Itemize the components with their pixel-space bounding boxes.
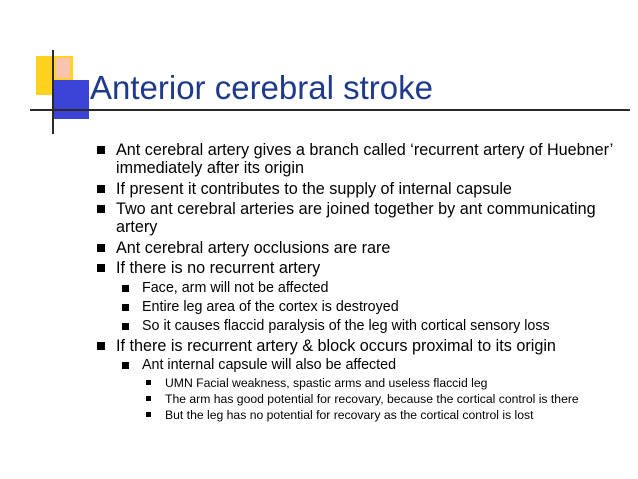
bullet-text: Two ant cerebral arteries are joined together by ant communicating artery xyxy=(116,200,596,236)
bullet-text: Ant internal capsule will also be affected xyxy=(142,357,397,373)
pink-square-decoration xyxy=(56,58,70,78)
bullet-item xyxy=(100,239,625,257)
square-bullet-icon xyxy=(122,285,129,292)
sub-bullet-item xyxy=(100,318,625,336)
bullet-text: Face, arm will not be affected xyxy=(142,279,329,296)
slide-title: Anterior cerebral stroke xyxy=(90,69,433,106)
bullet-text: If there is no recurrent artery xyxy=(116,259,321,277)
bullet-text: If present it contributes to the supply of internal capsule xyxy=(116,179,512,198)
square-bullet-icon xyxy=(146,380,151,385)
bullet-item xyxy=(100,141,625,177)
sub-bullet-item xyxy=(100,299,625,317)
sub-bullet-item xyxy=(100,357,625,375)
bullet-text: UMN Facial weakness, spastic arms and useless flaccid leg xyxy=(165,376,488,390)
square-bullet-icon xyxy=(146,412,151,417)
blue-square-decoration xyxy=(54,80,89,119)
bullet-item xyxy=(100,200,625,236)
vertical-line-decoration xyxy=(52,50,54,134)
bullet-text: Ant cerebral artery gives a branch called ‘recurrent artery of Huebner’ immediately after its origin xyxy=(116,141,613,177)
sub-bullet-item xyxy=(100,280,625,298)
square-bullet-icon xyxy=(97,244,105,252)
sub-sub-bullet-item xyxy=(100,392,625,407)
bullet-text: If there is recurrent artery & block occurs proximal to its origin xyxy=(116,336,556,355)
square-bullet-icon xyxy=(122,323,129,330)
square-bullet-icon xyxy=(97,205,105,213)
square-bullet-icon xyxy=(122,362,129,369)
bullet-text: Ant cerebral artery occlusions are rare xyxy=(116,238,391,257)
bullet-text: The arm has good potential for recovary, because the cortical control is there xyxy=(165,392,579,406)
square-bullet-icon xyxy=(97,264,105,272)
bullet-item xyxy=(100,337,625,355)
bullet-item xyxy=(100,259,625,277)
bullet-item xyxy=(100,180,625,198)
square-bullet-icon xyxy=(122,304,129,311)
square-bullet-icon xyxy=(146,396,151,401)
bullet-text: So it causes flaccid paralysis of the leg with cortical sensory loss xyxy=(142,317,550,334)
bullet-text: But the leg has no potential for recovary as the cortical control is lost xyxy=(165,408,534,422)
title-underline xyxy=(30,109,630,111)
bullet-text: Entire leg area of the cortex is destroyed xyxy=(142,298,399,315)
sub-sub-bullet-item xyxy=(100,408,625,423)
square-bullet-icon xyxy=(97,342,105,350)
bullet-list xyxy=(100,141,625,424)
square-bullet-icon xyxy=(97,185,105,193)
square-bullet-icon xyxy=(97,146,105,154)
sub-sub-bullet-item xyxy=(100,376,625,391)
